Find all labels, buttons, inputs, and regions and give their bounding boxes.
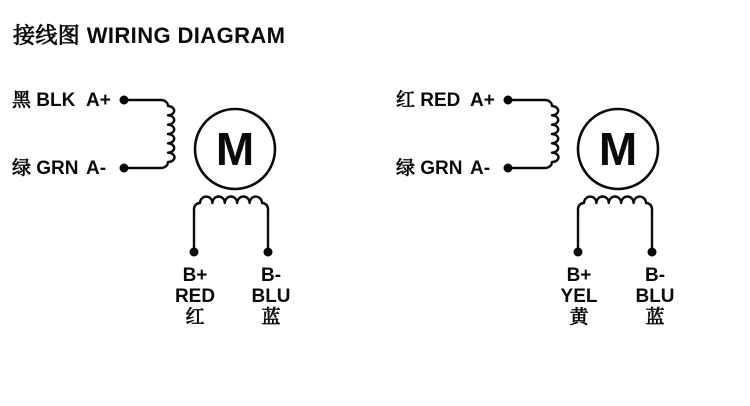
motor-diagram-left [12,89,291,328]
terminal-label-a-plus: A+ [86,90,111,111]
wire-color-label-b-plus: RED [174,286,216,307]
terminal-label-b-minus: B- [644,265,666,286]
wire-color-label-a-plus: 黑 BLK [12,90,76,111]
terminal-dot-a-minus [504,164,513,173]
terminal-label-a-plus: A+ [470,90,495,111]
wire-color-cn-label-b-plus: 黄 [569,307,589,328]
wire-color-label-a-minus: 绿 GRN [396,158,463,179]
wire-color-label-b-minus: BLU [251,286,291,307]
terminal-dot-b-plus [574,248,583,257]
phase-b-coil-wire [194,197,268,253]
terminal-label-a-minus: A- [470,158,491,179]
page-title: 接线图 WIRING DIAGRAM [13,23,286,48]
wire-color-label-a-minus: 绿 GRN [12,158,79,179]
motor-diagram-right [396,88,675,328]
wire-color-label-a-plus: 红 RED [396,90,461,111]
wire-color-cn-label-b-minus: 蓝 [645,307,665,328]
terminal-label-a-minus: A- [86,158,107,179]
terminal-label-b-minus: B- [260,265,282,286]
terminal-dot-a-plus [504,96,513,105]
terminal-dot-a-minus [120,164,129,173]
wire-color-label-b-plus: YEL [560,286,598,307]
wire-color-cn-label-b-plus: 红 [185,307,205,328]
phase-a-coil-wire [510,100,559,168]
terminal-dot-b-minus [264,248,273,257]
terminal-dot-b-plus [190,248,199,257]
phase-a-coil-wire [126,100,175,168]
terminal-dot-a-plus [120,96,129,105]
terminal-dot-b-minus [648,248,657,257]
wire-color-label-b-minus: BLU [635,286,675,307]
terminal-label-b-plus: B+ [566,265,592,286]
motor-label: M [598,123,638,175]
phase-b-coil-wire [578,197,652,253]
terminal-label-b-plus: B+ [182,265,208,286]
motor-label: M [215,123,255,175]
wire-color-cn-label-b-minus: 蓝 [261,307,281,328]
